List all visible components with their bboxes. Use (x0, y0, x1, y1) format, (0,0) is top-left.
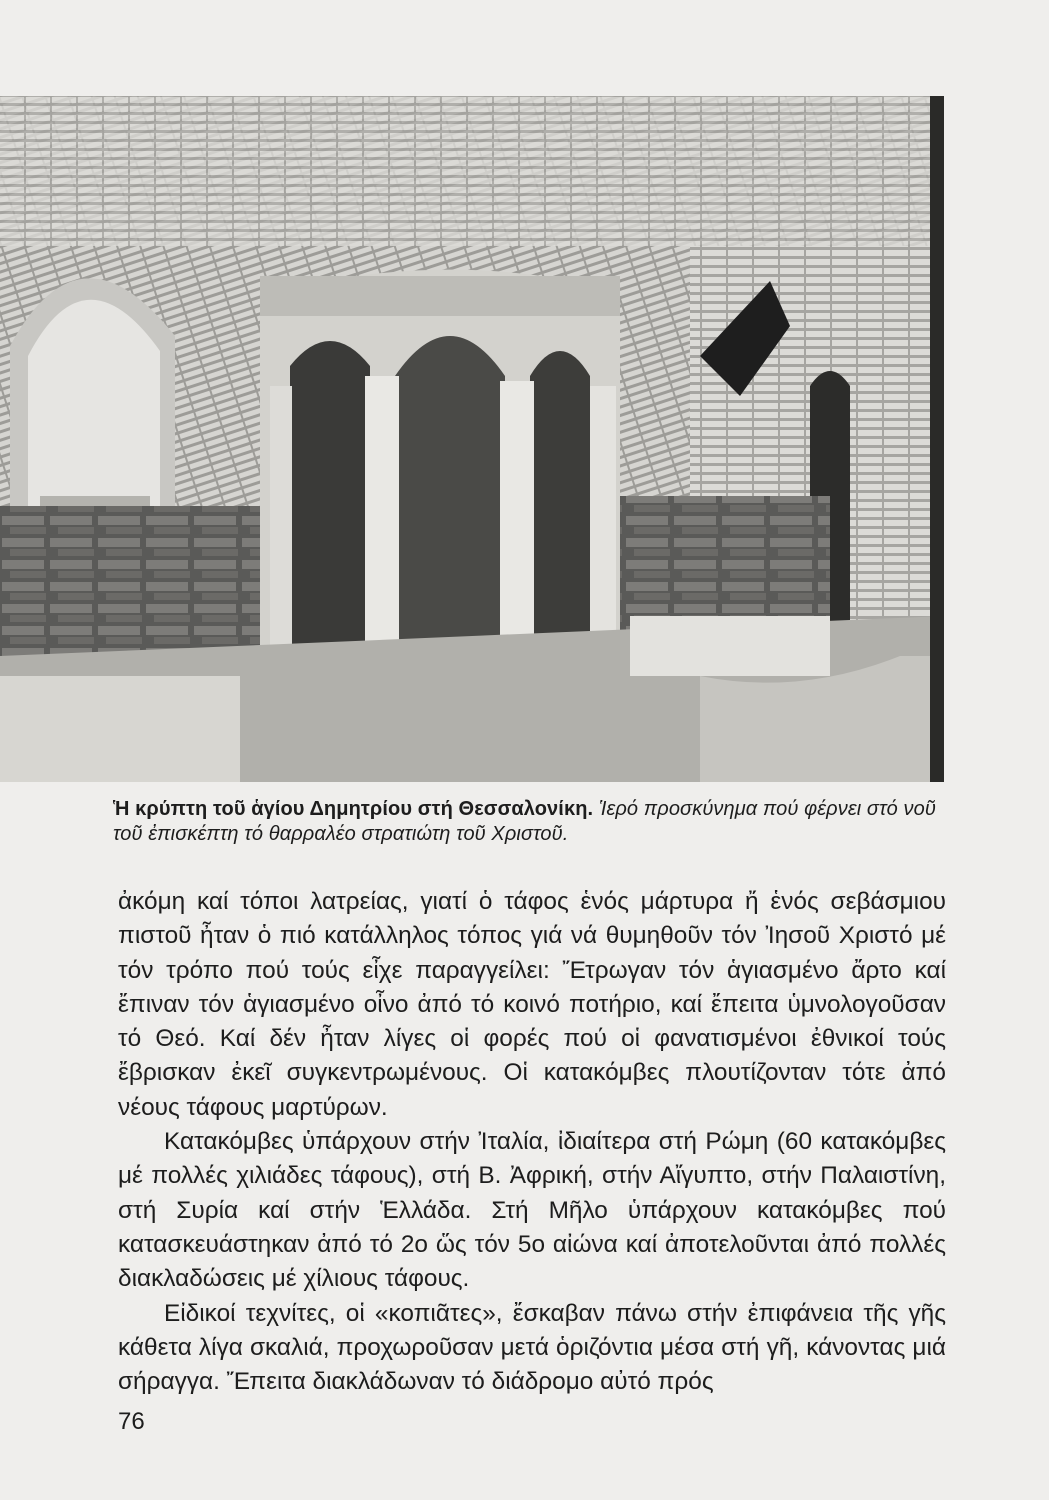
crypt-photo (0, 96, 944, 782)
caption-description: Ἱερό προσκύνημα πού φέρνει στό νοῦ τοῦ ἐπισκέπτη τό θαρραλέο στρατιώτη τοῦ Χριστοῦ. (113, 798, 936, 845)
paragraph: ἀκόμη καί τόποι λατρείας, γιατί ὁ τάφος ἑνός μάρτυρα ἤ ἑνός σεβάσμιου πιστοῦ ἦταν ὁ πιό κατάλληλος τόπος γιά νά θυμηθοῦν τόν Ἰησοῦ Χριστό μέ τόν τρόπο πού τούς εἶχε παραγγείλει: Ἔτρωγαν τόν ἁγιασμένο ἄρτο καί ἔπιναν τόν ἁγιασμένο οἶνο ἀπό τό κοινό ποτήριο, καί ἔπειτα ὑμνολογοῦσαν τό Θεό. Καί δέν ἦταν λίγες οἱ φορές πού οἱ φανατισμένοι ἐθνικοί τούς ἔβρισκαν ἐκεῖ συγκεντρωμένους. Οἱ κατακόμβες πλουτίζονταν τότε ἀπό νέους τάφους μαρτύρων. (118, 888, 946, 1121)
paragraph: Εἰδικοί τεχνίτες, οἱ «κοπιᾶτες», ἔσκαβαν πάνω στήν ἐπιφάνεια τῆς γῆς κάθετα λίγα σκαλιά, προχωροῦσαν μετά ὁριζόντια μέσα στή γῆ, κάνοντας μιά σήραγγα. Ἔπειτα διακλάδωναν τό διάδρομο αὐτό πρός (118, 1299, 946, 1396)
paragraph: Κατακόμβες ὑπάρχουν στήν Ἰταλία, ἰδιαίτερα στή Ρώμη (60 κατακόμβες μέ πολλές χιλιάδες τάφους), στή Β. Ἀφρική, στήν Αἴγυπτο, στήν Παλαιστίνη, στή Συρία καί στήν Ἑλλάδα. Στή Μῆλο ὑπάρχουν κατακόμβες πού κατασκευάστηκαν ἀπό τό 2ο ὥς τόν 5ο αἰώνα καί ἀποτελοῦνται ἀπό πολλές διακλαδώσεις μέ χίλιους τάφους. (118, 1128, 946, 1293)
caption-title: Ἡ κρύπτη τοῦ ἁγίου Δημητρίου στή Θεσσαλονίκη. (113, 798, 594, 820)
body-text (118, 885, 946, 1399)
page-number: 76 (118, 1408, 145, 1435)
photo-caption (113, 797, 953, 847)
